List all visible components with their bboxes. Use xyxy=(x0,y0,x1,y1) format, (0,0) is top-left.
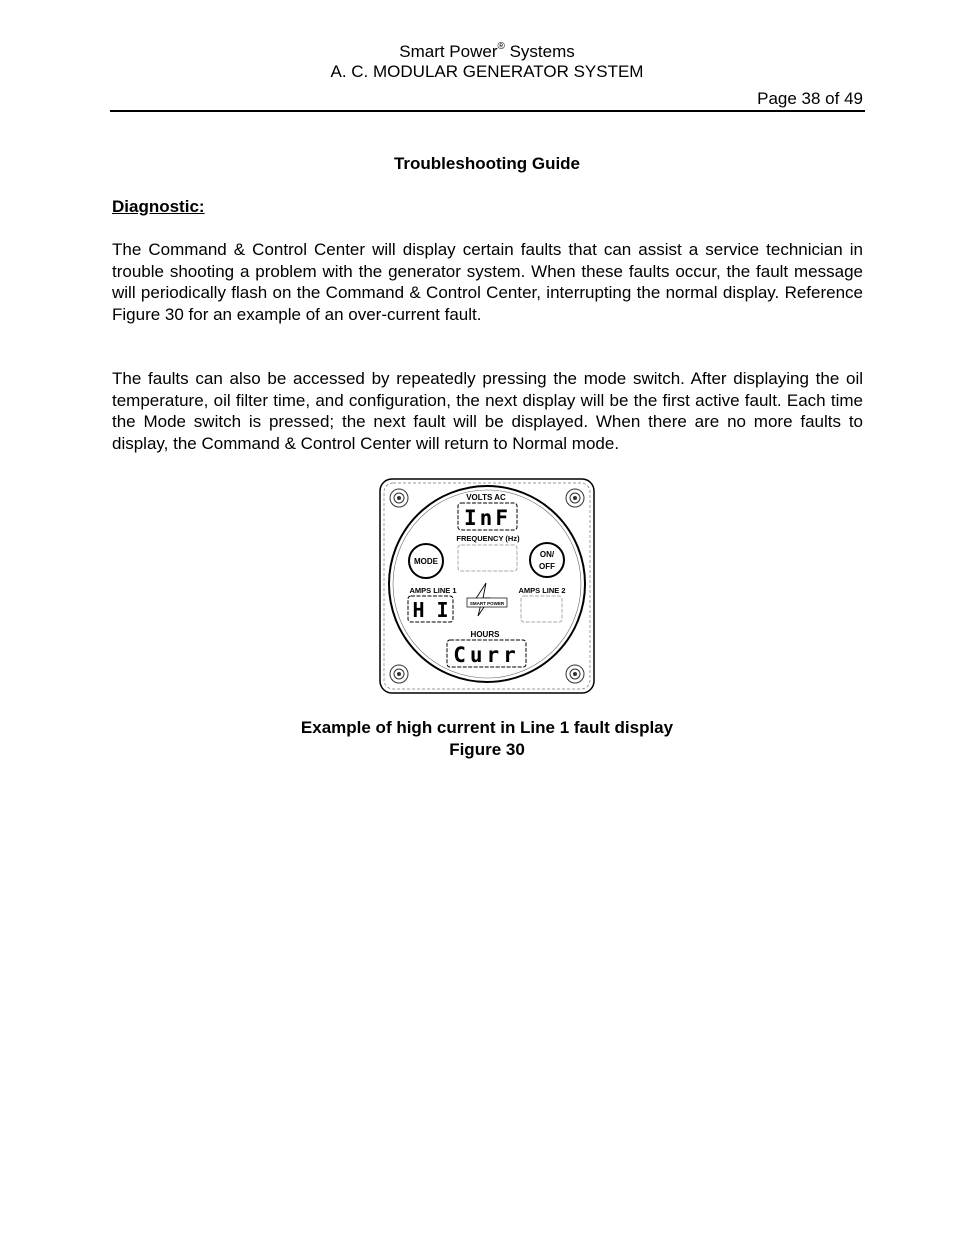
hours-label: HOURS xyxy=(470,630,500,639)
on-label: ON/ xyxy=(539,550,555,559)
caption-text: Example of high current in Line 1 fault display xyxy=(300,718,674,737)
off-label: OFF xyxy=(539,562,555,571)
paragraph-1: The Command & Control Center will display certain faults that can assist a service technician in trouble shooting a problem with the generator system. When these faults occur, the fault message will periodically flash on the Command & Control Center, interrupting the normal display. Reference Figure 30 for an example of an over-current fault. xyxy=(112,240,863,324)
on-off-button xyxy=(530,543,564,577)
amps-line2-display xyxy=(521,596,562,622)
section-title: Troubleshooting Guide xyxy=(393,154,581,173)
page-number: Page 38 of 49 xyxy=(757,89,863,108)
frequency-display xyxy=(458,545,517,571)
amps-line2-label: AMPS LINE 2 xyxy=(518,586,566,595)
header-rule xyxy=(110,110,865,112)
header-brand: Smart Power® Systems xyxy=(399,41,575,61)
hours-readout: Curr xyxy=(453,643,520,667)
volts-readout: InF xyxy=(464,506,511,530)
frequency-label: FREQUENCY (Hz) xyxy=(456,534,520,543)
volts-label: VOLTS AC xyxy=(466,493,506,502)
paragraph-2: The faults can also be accessed by repeatedly pressing the mode switch. After displaying the oil temperature, oil filter time, and configuration, the next display will be the first active fault. Each time the Mode switch is pressed; the next fault will be displayed. When there are no more faults to display, the Command & Control Center will return to Normal mode. xyxy=(112,369,863,453)
figure-caption xyxy=(0,717,954,761)
control-panel-figure xyxy=(378,477,596,695)
figure-number: Figure 30 xyxy=(449,740,525,759)
registered-mark: ® xyxy=(497,41,505,52)
document-header xyxy=(0,42,954,82)
amps-line1-label: AMPS LINE 1 xyxy=(409,586,457,595)
subheading-diagnostic: Diagnostic: xyxy=(112,197,205,216)
svg-text:SMART POWER: SMART POWER xyxy=(469,601,505,606)
mode-button-label: MODE xyxy=(414,557,438,566)
header-subtitle: A. C. MODULAR GENERATOR SYSTEM xyxy=(330,62,644,81)
amps-line1-readout: H I xyxy=(412,598,449,622)
